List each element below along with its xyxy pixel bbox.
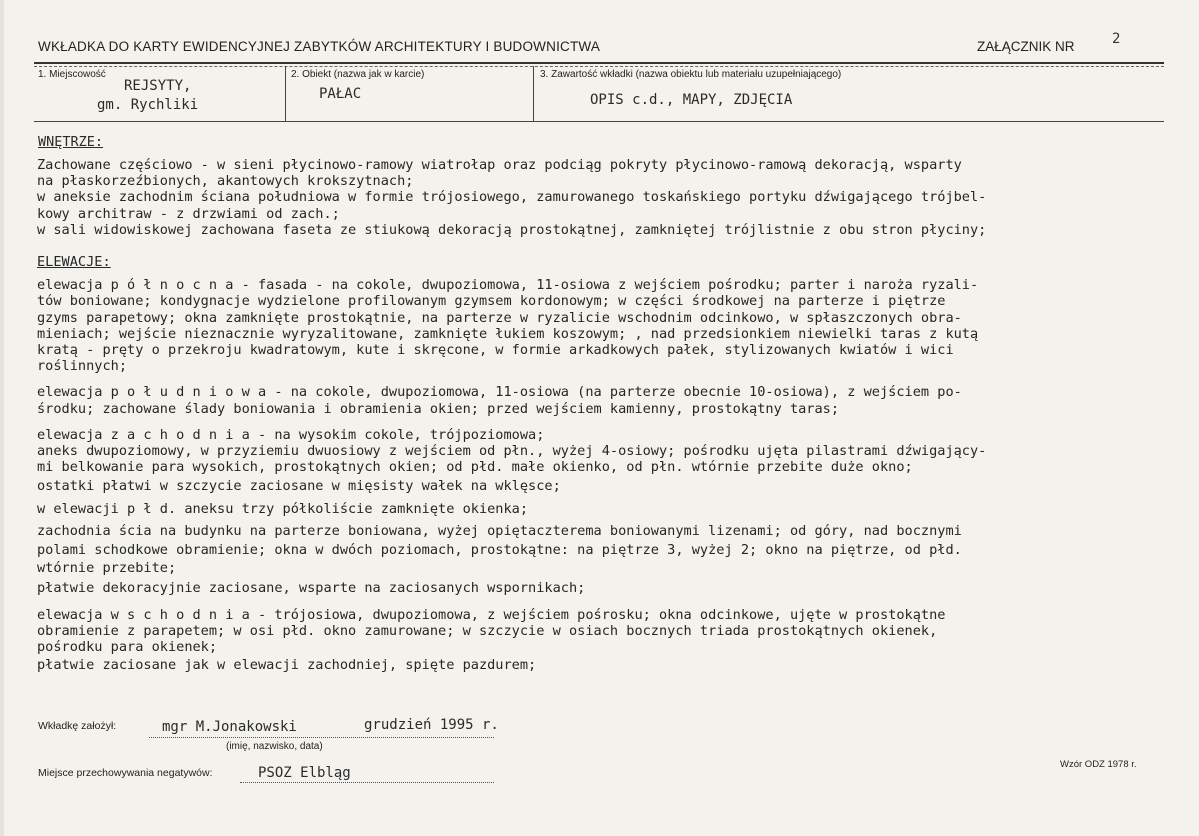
elevations-heading: ELEWACJE: xyxy=(37,254,111,271)
negatives-value: PSOZ Elbląg xyxy=(258,765,351,781)
description-body xyxy=(37,157,1177,673)
elevation-line: elewacja p o ł u d n i o w a - na cokole, dwupoziomowa, 11-osiowa (na parterze obecnie 10-osiowa), z wejściem po- xyxy=(37,384,962,401)
header-rule xyxy=(34,62,1164,64)
commune-value: gm. Rychliki xyxy=(97,97,199,113)
elevation-line: pośrodku para okienek; xyxy=(37,639,218,656)
header-rule-secondary xyxy=(34,66,1164,67)
elevation-line: roślinnych; xyxy=(37,358,128,375)
locality-value: REJSYTY, xyxy=(124,78,192,94)
interior-heading: WNĘTRZE: xyxy=(38,134,104,150)
form-model: Wzór ODZ 1978 r. xyxy=(1060,759,1137,770)
interior-line: na płaskorzeźbionych, akantowych krokszytnach; xyxy=(37,173,414,190)
interior-line: w aneksie zachodnim ściana południowa w formie trójosiowego, zamurowanego toskańskiego portyku dźwigającego trójbel- xyxy=(37,189,987,206)
annex-number: 2 xyxy=(1112,31,1121,47)
elevation-line: elewacja p ó ł n o c n a - fasada - na cokole, dwupoziomowa, 11-osiowa z wejściem pośrodku; parter i naroża ryzali- xyxy=(37,277,979,294)
object-label: 2. Obiekt (nazwa jak w karcie) xyxy=(291,69,425,80)
elevation-line: środku; zachowane ślady boniowania i obramienia okien; przed wejściem kamienny, prostokątny taras; xyxy=(37,400,840,417)
field-divider-2 xyxy=(533,66,534,121)
interior-line: w sali widowiskowej zachowana faseta ze stiukową dekoracją prostokątnej, zamkniętej trójlistnie z obu stron płyciny; xyxy=(37,221,987,238)
negatives-dotted-line xyxy=(240,782,494,783)
form-title: WKŁADKA DO KARTY EWIDENCYJNEJ ZABYTKÓW ARCHITEKTURY I BUDOWNICTWA xyxy=(38,39,601,54)
content-label: 3. Zawartość wkładki (nazwa obiektu lub materiału uzupełniającego) xyxy=(540,69,842,80)
elevation-line: polami schodkowe obramienie; okna w dwóch poziomach, prostokątne: na piętrze 3, wyżej 2; okno na piętrze, od płd. xyxy=(37,542,962,559)
author-date: grudzień 1995 r. xyxy=(364,717,499,733)
elevation-line: mi belkowanie para wysokich, prostokątnych okien; od płd. małe okienko, od płn. wtórnie przebite duże okno; xyxy=(37,459,913,476)
content-value: OPIS c.d., MAPY, ZDJĘCIA xyxy=(590,92,793,108)
author-name: mgr M.Jonakowski xyxy=(162,719,297,735)
north-elevation xyxy=(37,277,1177,374)
elevation-line: płatwie zaciosane jak w elewacji zachodniej, spięte pazdurem; xyxy=(37,657,537,674)
interior-line: Zachowane częściowo - w sieni płycinowo-ramowy wiatrołap oraz podciąg pokryty płycinowo-ramową dekoracją, wsparty xyxy=(37,157,962,173)
elevation-line: aneks dwupoziomowy, w przyziemiu dwuosiowy z wejściem od płn., wyżej 4-osiowy; pośrodku ujęta pilastrami dźwigający- xyxy=(37,443,987,460)
west-elevation xyxy=(37,427,1177,597)
east-elevation xyxy=(37,607,1177,674)
author-caption: (imię, nazwisko, data) xyxy=(226,741,323,752)
elevation-line: tów boniowane; kondygnacje wydzielone profilowanym gzymsem kordonowym; w części środkowej na parterze i piętrze xyxy=(37,293,946,310)
interior-paragraph xyxy=(37,157,1177,238)
locality-label: 1. Miejscowość xyxy=(38,69,106,80)
south-elevation xyxy=(37,384,1177,416)
object-value: PAŁAC xyxy=(319,86,362,102)
field-divider-1 xyxy=(285,66,286,121)
elevation-line: wtórnie przebite; xyxy=(37,560,177,577)
interior-line: kowy architraw - z drzwiami od zach.; xyxy=(37,205,340,222)
fields-bottom-rule xyxy=(34,121,1164,122)
author-label: Wkładkę założył: xyxy=(38,720,117,732)
author-dotted-line xyxy=(149,737,494,738)
elevation-line: elewacja w s c h o d n i a - trójosiowa, dwupoziomowa, z wejściem pośrosku; okna odcinkowe, ujęte w prostokątne xyxy=(37,606,946,623)
elevation-line: mieniach; wejście nieznacznie wyryzalitowane, zamknięte łukiem koszowym; , nad przedsionkiem niewielki taras z kutą xyxy=(37,325,979,342)
elevation-line: w elewacji p ł d. aneksu trzy półkoliście zamknięte okienka; xyxy=(37,500,529,517)
annex-label: ZAŁĄCZNIK NR xyxy=(977,39,1075,54)
elevation-line: ostatki płatwi w szczycie zaciosane w mięsisty wałek na wklęsce; xyxy=(37,478,561,495)
elevation-line: obramienie z parapetem; w osi płd. okno zamurowane; w szczycie w osiach bocznych triada prostokątnych okienek, xyxy=(37,622,938,639)
negatives-label: Miejsce przechowywania negatywów: xyxy=(38,767,213,779)
elevation-line: płatwie dekoracyjnie zaciosane, wsparte na zaciosanych wspornikach; xyxy=(37,580,586,597)
elevation-line: elewacja z a c h o d n i a - na wysokim cokole, trójpoziomowa; xyxy=(37,426,545,443)
elevation-line: zachodnia ścia na budynku na parterze boniowana, wyżej opiętaczterema boniowanymi lizenami; od góry, nad bocznymi xyxy=(37,522,962,539)
elevation-line: kratą - pręty o przekroju kwadratowym, kute i skręcone, w formie arkadkowych pałek, stylizowanych kwiatów i wici xyxy=(37,342,954,359)
elevation-line: gzyms parapetowy; okna zamknięte prostokątnie, na parterze w ryzalicie wschodnim odcinkowo, w spłaszczonych obra- xyxy=(37,309,962,326)
